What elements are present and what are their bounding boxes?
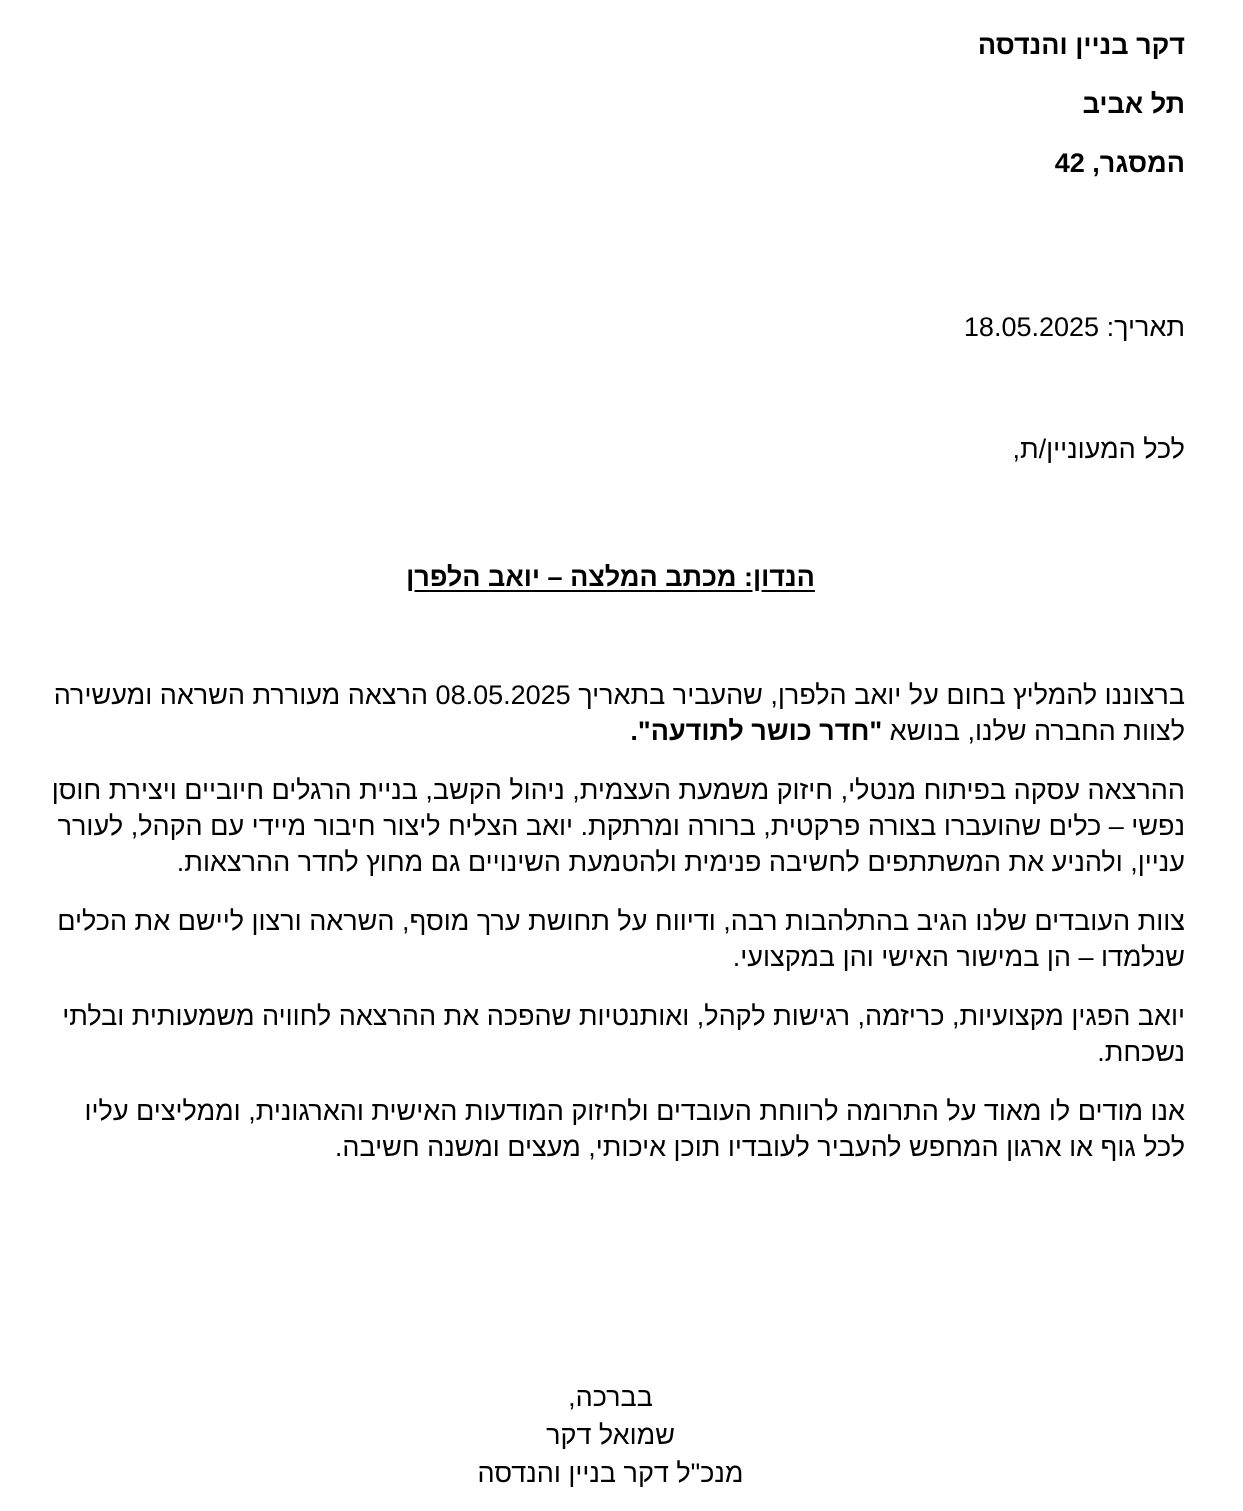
sender-city: תל אביב [1082,89,1185,119]
subject-text: הנדון: מכתב המלצה – יואב הלפרן [406,562,815,592]
date-label: תאריך: [1106,312,1185,342]
paragraph-feedback: צוות העובדים שלנו הגיב בהתלהבות רבה, ודיווח על תחושת ערך מוסף, השראה ורצון ליישם את הכלים שנלמדו – הן במישור האישי והן במקצועי. [57,906,1185,972]
paragraph-content: ההרצאה עסקה בפיתוח מנטלי, חיזוק משמעת העצמית, ניהול הקשב, בניית הרגלים חיוביים ויצירת חוסן נפשי – כלים שהועברו בצורה פרקטית, ברורה ומרתקת. יואב הצליח ליצור חיבור מיידי עם הקהל, לעורר עניין, ולהניע את המשתתפים לחשיבה פנימית ולהטמעת השינויים גם מחוץ לחדר ההרצאות. [51,775,1185,877]
paragraph-intro-text: ברצוננו להמליץ בחום על יואב הלפרן, שהעביר בתאריך 08.05.2025 הרצאה מעוררת השראה ומעשירה לצוות החברה שלנו, בנושא [53,680,1185,746]
greeting: לכל המעוניין/ת, [1012,434,1185,464]
signature-name: שמואל דקר [546,1420,675,1450]
signature-closing: בברכה, [568,1382,653,1412]
date-line [964,309,1185,345]
signature-title: מנכ"ל דקר בניין והנדסה [477,1458,744,1488]
subject-line [0,559,1221,595]
sender-company: דקר בניין והנדסה [977,30,1185,60]
date-value: 18.05.2025 [963,312,1100,342]
paragraph-intro [45,677,1185,749]
letter-body [45,677,1185,1188]
paragraph-qualities: יואב הפגין מקצועיות, כריזמה, רגישות לקהל, ואותנטיות שהפכה את ההרצאה לחוויה משמעותית ובלתי נשכחת. [62,1001,1185,1067]
signature-block [0,1378,1221,1492]
sender-address: המסגר, 42 [1054,148,1185,178]
lecture-topic: "חדר כושר לתודעה". [630,716,883,746]
sender-block [585,22,1185,199]
paragraph-recommendation: אנו מודים לו מאוד על התרומה לרווחת העובדים ולחיזוק המודעות האישית והארגונית, וממליצים עליו לכל גוף או ארגון המחפש להעביר לעובדיו תוכן איכותי, מעצים ומשנה חשיבה. [84,1096,1185,1162]
